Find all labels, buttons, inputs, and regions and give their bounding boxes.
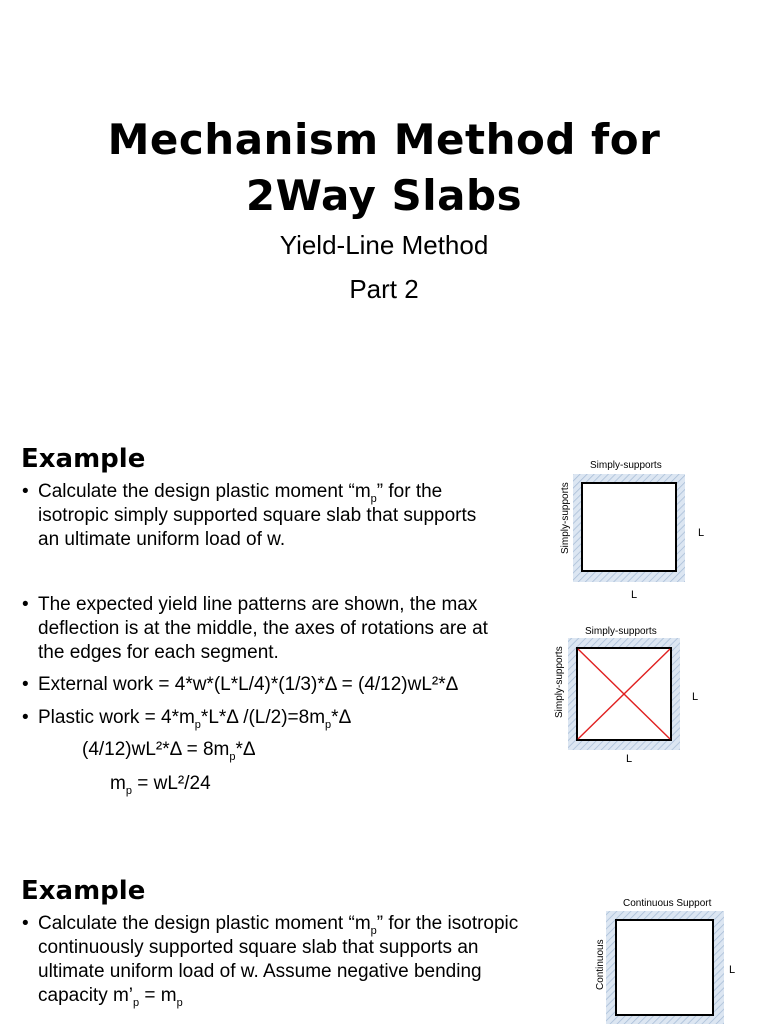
diagram-1-top-label: Simply-supports	[590, 460, 662, 471]
diagram-1-bottom-label: L	[631, 589, 638, 601]
diagram-2-bottom-label: L	[626, 753, 633, 765]
diagram-2-left-label: Simply-supports	[554, 646, 565, 718]
equation-2: $m_p = wL^2/24$	[110, 773, 211, 797]
diagram-3-top-label: Continuous Support	[623, 898, 712, 909]
title-line-1: Mechanism Method for	[107, 115, 661, 164]
diagram-1-left-label: Simply-supports	[560, 482, 571, 554]
example-1-heading: Example	[21, 444, 146, 474]
subtitle-line-1: Yield-Line Method	[279, 230, 489, 260]
example-2-heading: Example	[21, 876, 146, 906]
diagram-2-right-label: L	[692, 691, 699, 703]
subtitle-line-2: Part 2	[349, 274, 419, 304]
diagram-3-left-label: Continuous	[595, 939, 606, 990]
diagram-2-top-label: Simply-supports	[585, 626, 657, 637]
diagram-3-right-label: L	[729, 964, 736, 976]
equation-1: $(4/12)wL^2*\Delta = 8m_p*\Delta$	[82, 739, 256, 763]
slab-square-3	[616, 920, 713, 1015]
diagram-1-right-label: L	[698, 527, 705, 539]
title-line-2: 2Way Slabs	[245, 171, 523, 220]
slab-square-1	[582, 483, 676, 571]
